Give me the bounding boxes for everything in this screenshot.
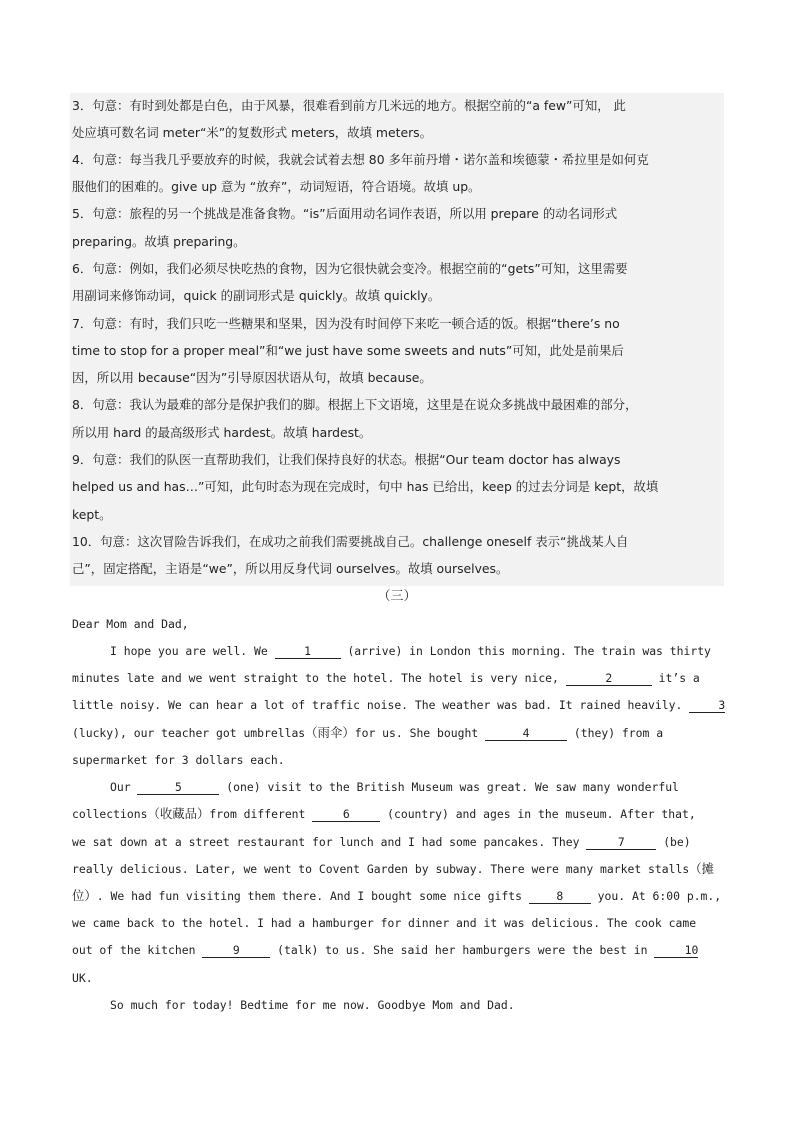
text-span: collections [72, 807, 148, 821]
letter-p1-line-2 [72, 670, 700, 686]
letter-p2-line-8: UK. [72, 971, 93, 985]
answer-7-line-1: 7．句意：有时，我们只吃一些糖果和坚果，因为没有时间停下来吃一顿合适的饭。根据“there’s no [72, 316, 620, 331]
answer-6-line-1: 6．句意：例如，我们必须尽快吃热的食物，因为它很快就会变冷。根据空前的“gets”可知，这里需要 [72, 261, 628, 276]
blank-6[interactable]: 6 [312, 808, 380, 822]
letter-p1-line-1 [110, 643, 711, 659]
text-span: (one) visit to the British Museum was great. We saw many wonderful [219, 780, 679, 794]
answer-3-line-2: 处应填可数名词 meter“米”的复数形式 meters，故填 meters。 [72, 125, 433, 140]
text-span: Our [110, 780, 138, 794]
letter-greeting: Dear Mom and Dad, [72, 617, 189, 631]
answer-3-line-1: 3．句意：有时到处都是白色，由于风暴，很难看到前方几米远的地方。根据空前的“a few”可知， 此 [72, 98, 626, 113]
letter-p2-line-7 [72, 942, 698, 958]
answer-7-line-2: time to stop for a proper meal”和“we just have some sweets and nuts”可知，此处是前果后 [72, 343, 624, 358]
text-span-cjk: （摊 [689, 861, 714, 876]
answer-5-line-2: preparing。故填 preparing。 [72, 234, 246, 249]
text-span: I hope you are well. We [110, 644, 275, 658]
answer-8-line-2: 所以用 hard 的最高级形式 hardest。故填 hardest。 [72, 425, 372, 440]
blank-4[interactable]: 4 [485, 727, 567, 741]
text-span: minutes late and we went straight to the hotel. The hotel is very nice, [72, 671, 566, 685]
letter-p2-line-2 [72, 806, 696, 822]
text-span: it’s a [651, 671, 700, 685]
text-span: from different [209, 807, 313, 821]
blank-2[interactable]: 2 [566, 672, 652, 686]
answer-9-line-1: 9．句意：我们的队医一直帮助我们，让我们保持良好的状态。根据“Our team doctor has always [72, 452, 621, 467]
blank-3[interactable]: 3 [689, 699, 725, 713]
text-span: (they) from a [567, 726, 664, 740]
answer-4-line-1: 4．句意：每当我几乎要放弃的时候，我就会试着去想 80 多年前丹增・诺尔盖和埃德蒙・希拉里是如何克 [72, 152, 649, 167]
letter-p2-line-6: we came back to the hotel. I had a hamburger for dinner and it was delicious. The cook came [72, 916, 697, 930]
letter-p1-line-4 [72, 725, 663, 741]
answer-9-line-2: helped us and has…”可知，此句时态为现在完成时，句中 has 已给出，keep 的过去分词是 kept，故填 [72, 479, 659, 494]
blank-1[interactable]: 1 [275, 645, 341, 659]
text-span: (arrive) in London this morning. The train was thirty [340, 644, 711, 658]
text-span: really delicious. Later, we went to Covent Garden by subway. There were many market stalls [72, 862, 690, 876]
text-span: (talk) to us. She said her hamburgers were the best in [270, 943, 655, 957]
letter-p2-line-1 [110, 779, 679, 795]
answer-10-line-2: 己”，固定搭配，主语是“we”，所以用反身代词 ourselves。故填 ourselves。 [72, 561, 509, 576]
text-span: (be) [656, 835, 691, 849]
section-heading: （三） [377, 589, 417, 604]
answer-9-line-3: kept。 [72, 507, 112, 522]
blank-7[interactable]: 7 [586, 836, 656, 850]
text-span: we sat down at a street restaurant for lunch and I had some pancakes. They [72, 835, 587, 849]
blank-10[interactable]: 10 [654, 944, 698, 958]
text-span: (lucky), our teacher got umbrellas [72, 726, 306, 740]
answer-4-line-2: 服他们的困难的。give up 意为 “放弃”，动词短语，符合语境。故填 up。 [72, 179, 481, 194]
text-span: . We had fun visiting them there. And I bought some nice gifts [96, 889, 529, 903]
text-span: out of the kitchen [72, 943, 203, 957]
answer-8-line-1: 8．句意：我认为最难的部分是保护我们的脚。根据上下文语境，这里是在说众多挑战中最困难的部分， [72, 397, 638, 412]
text-span: little noisy. We can hear a lot of traffic noise. The weather was bad. It rained heavily. [72, 698, 690, 712]
letter-p1-line-5: supermarket for 3 dollars each. [72, 753, 285, 767]
text-span: you. At 6:00 p.m., [590, 889, 722, 903]
text-span-cjk: 位） [72, 888, 97, 903]
text-span: for us. She bought [354, 726, 486, 740]
letter-p2-line-4 [72, 861, 714, 877]
text-span: (country) and ages in the museum. After that, [380, 807, 696, 821]
letter-p1-line-3 [72, 697, 725, 713]
blank-9[interactable]: 9 [202, 944, 270, 958]
answer-7-line-3: 因，所以用 because“因为”引导原因状语从句，故填 because。 [72, 370, 432, 385]
blank-8[interactable]: 8 [529, 890, 591, 904]
letter-closing: So much for today! Bedtime for me now. Goodbye Mom and Dad. [110, 998, 515, 1012]
text-span-cjk: （雨伞） [305, 725, 355, 740]
answer-10-line-1: 10．句意：这次冒险告诉我们，在成功之前我们需要挑战自己。challenge oneself 表示“挑战某人自 [72, 534, 629, 549]
letter-p2-line-5 [72, 888, 721, 904]
answer-6-line-2: 用副词来修饰动词，quick 的副词形式是 quickly。故填 quickly。 [72, 288, 441, 303]
text-span-cjk: （收藏品） [147, 806, 210, 821]
letter-p2-line-3 [72, 834, 691, 850]
answer-5-line-1: 5．句意：旅程的另一个挑战是准备食物。“is”后面用动名词作表语，所以用 prepare 的动名词形式 [72, 206, 618, 221]
blank-5[interactable]: 5 [137, 781, 219, 795]
